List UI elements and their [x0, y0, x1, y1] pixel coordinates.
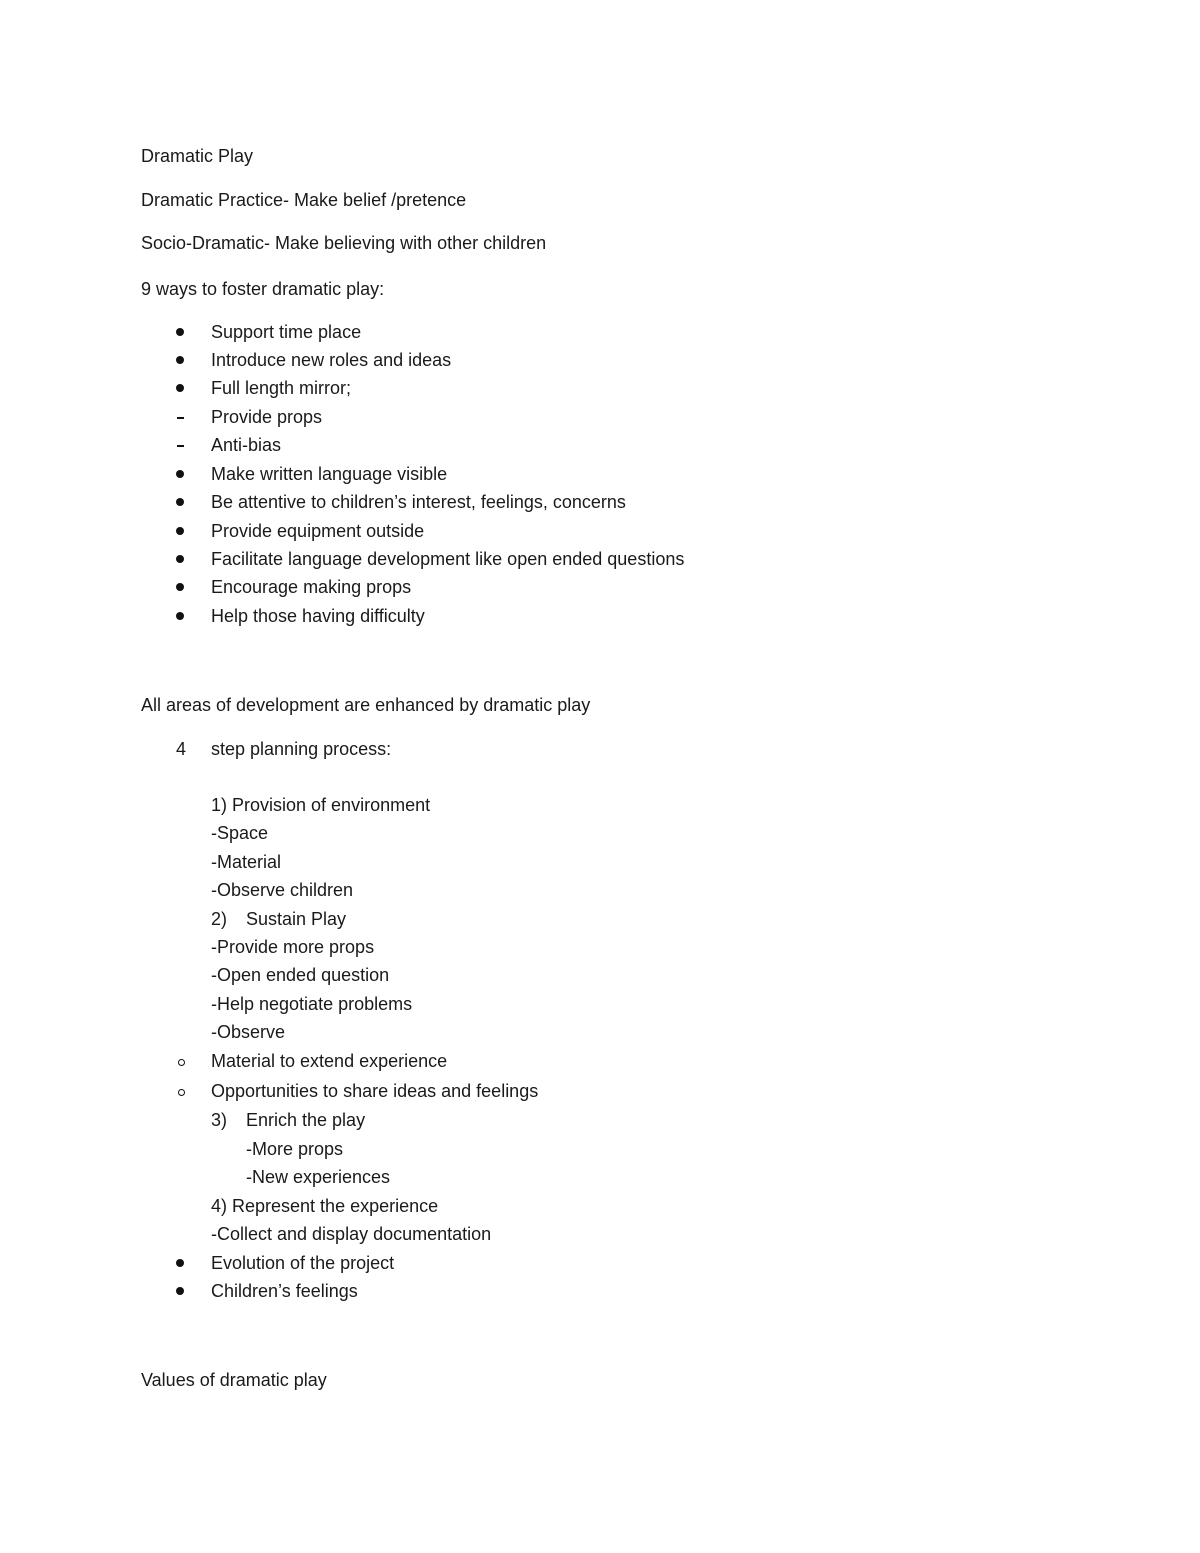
- bullet-icon: [176, 328, 184, 336]
- bullet-icon: [176, 583, 184, 591]
- document-title: Dramatic Play: [141, 146, 254, 166]
- list-item: Introduce new roles and ideas: [211, 350, 452, 370]
- definition-socio: Socio-Dramatic- Make believing with other children: [141, 233, 547, 253]
- list-item: Make written language visible: [211, 464, 448, 484]
- ways-heading: 9 ways to foster dramatic play:: [141, 279, 385, 299]
- list-item: Facilitate language development like open ended questions: [211, 549, 685, 569]
- values-heading: Values of dramatic play: [141, 1370, 327, 1390]
- planning-number: 4: [176, 739, 187, 759]
- development-statement: All areas of development are enhanced by dramatic play: [141, 695, 591, 715]
- step-2-item: -Provide more props: [211, 937, 375, 957]
- step-4-item: -Collect and display documentation: [211, 1224, 492, 1244]
- planning-heading: step planning process:: [211, 739, 392, 759]
- step-1-title: 1) Provision of environment: [211, 795, 431, 815]
- step-3-item: -New experiences: [246, 1167, 391, 1187]
- bullet-icon: [176, 356, 184, 364]
- step-2-item: -Open ended question: [211, 965, 390, 985]
- step-2-item: -Help negotiate problems: [211, 994, 413, 1014]
- bullet-icon: [176, 470, 184, 478]
- dash-icon: [177, 417, 184, 419]
- step-4-title: 4) Represent the experience: [211, 1196, 439, 1216]
- list-item: Support time place: [211, 322, 362, 342]
- circle-bullet-icon: [178, 1089, 185, 1096]
- list-item: Anti-bias: [211, 435, 282, 455]
- step-3-number: 3): [211, 1110, 228, 1130]
- step-2-circle-item: Opportunities to share ideas and feelings: [211, 1081, 539, 1101]
- bullet-icon: [176, 555, 184, 563]
- list-item: Provide equipment outside: [211, 521, 425, 541]
- circle-bullet-icon: [178, 1059, 185, 1066]
- list-item: Help those having difficulty: [211, 606, 425, 626]
- list-item: Encourage making props: [211, 577, 412, 597]
- step-2-circle-item: Material to extend experience: [211, 1051, 448, 1071]
- dash-icon: [177, 445, 184, 447]
- bullet-icon: [176, 1259, 184, 1267]
- step-1-item: -Observe children: [211, 880, 354, 900]
- step-2-item: -Observe: [211, 1022, 286, 1042]
- list-item: Provide props: [211, 407, 323, 427]
- bullet-icon: [176, 527, 184, 535]
- step-3-item: -More props: [246, 1139, 344, 1159]
- definition-practice: Dramatic Practice- Make belief /pretence: [141, 190, 467, 210]
- list-item: Be attentive to children’s interest, feelings, concerns: [211, 492, 626, 512]
- list-item: Full length mirror;: [211, 378, 352, 398]
- step-4-bullet: Evolution of the project: [211, 1253, 395, 1273]
- step-1-item: -Material: [211, 852, 282, 872]
- step-2-title: Sustain Play: [246, 909, 347, 929]
- bullet-icon: [176, 498, 184, 506]
- bullet-icon: [176, 384, 184, 392]
- step-3-title: Enrich the play: [246, 1110, 366, 1130]
- step-4-bullet: Children’s feelings: [211, 1281, 358, 1301]
- step-1-item: -Space: [211, 823, 269, 843]
- step-2-number: 2): [211, 909, 228, 929]
- bullet-icon: [176, 612, 184, 620]
- bullet-icon: [176, 1287, 184, 1295]
